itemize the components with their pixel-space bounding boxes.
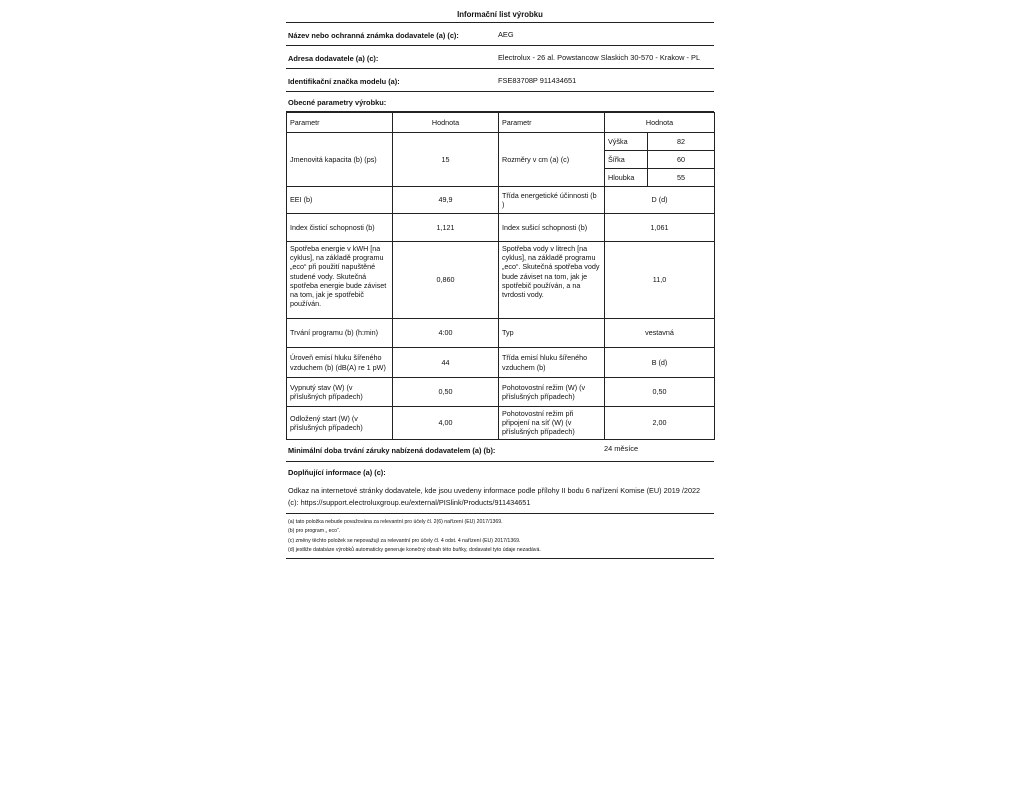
dimensions-table bbox=[605, 133, 714, 186]
warranty-row bbox=[286, 440, 714, 462]
energy-class-label: Třída energetické účinnosti (b ) bbox=[499, 187, 605, 214]
general-parameters-heading-row bbox=[286, 92, 714, 112]
footnote-d: (d) jestliže databáze výrobků automaticky generuje konečný obsah této buňky, dodavatel tyto údaje nezadává. bbox=[288, 547, 541, 554]
noise-class-value: B (d) bbox=[605, 348, 715, 378]
product-information-sheet bbox=[286, 8, 714, 559]
table-row bbox=[287, 214, 715, 242]
supplier-address-value: Electrolux - 26 al. Powstancow Slaskich 30-570 - Krakow - PL bbox=[498, 53, 701, 62]
model-id-row bbox=[286, 69, 714, 92]
delay-start-label: Odložený start (W) (v příslušných případech) bbox=[287, 407, 393, 440]
height-value: 82 bbox=[648, 133, 715, 151]
dimensions-label: Rozměry v cm (a) (c) bbox=[499, 133, 605, 187]
type-value: vestavná bbox=[605, 319, 715, 348]
off-mode-value: 0,50 bbox=[393, 378, 499, 407]
additional-info-section bbox=[286, 462, 714, 514]
water-consumption-label: Spotřeba vody v litrech [na cyklus], na základě programu „eco“. Skutečná spotřeba vody bude záviset na tom, jak je spotřebič používán, a na tvrdosti vody. bbox=[499, 242, 605, 319]
width-value: 60 bbox=[648, 151, 715, 169]
col-header-param: Parametr bbox=[499, 113, 605, 133]
noise-class-label: Třída emisí hluku šířeného vzduchem (b) bbox=[499, 348, 605, 378]
table-row bbox=[287, 407, 715, 440]
general-parameters-heading: Obecné parametry výrobku: bbox=[288, 98, 387, 107]
table-row bbox=[287, 319, 715, 348]
type-label: Typ bbox=[499, 319, 605, 348]
energy-class-value: D (d) bbox=[605, 187, 715, 214]
sheet-title: Informační list výrobku bbox=[286, 8, 714, 23]
model-id-value: FSE83708P 911434651 bbox=[498, 76, 577, 85]
supplier-address-label: Adresa dodavatele (a) (c): bbox=[288, 54, 379, 63]
supplier-name-value: AEG bbox=[498, 30, 514, 39]
footnotes bbox=[286, 514, 714, 559]
table-row bbox=[287, 242, 715, 319]
drying-index-value: 1,061 bbox=[605, 214, 715, 242]
depth-label: Hloubka bbox=[605, 169, 648, 187]
capacity-value: 15 bbox=[393, 133, 499, 187]
noise-level-label: Úroveň emisí hluku šířeného vzduchem (b) (dB(A) re 1 pW) bbox=[287, 348, 393, 378]
noise-level-value: 44 bbox=[393, 348, 499, 378]
cleaning-index-label: Index čisticí schopnosti (b) bbox=[287, 214, 393, 242]
table-header-row bbox=[287, 113, 715, 133]
networked-standby-label: Pohotovostní režim při připojení na síť (W) (v příslušných případech) bbox=[499, 407, 605, 440]
table-row bbox=[287, 187, 715, 214]
energy-consumption-value: 0,860 bbox=[393, 242, 499, 319]
col-header-param: Parametr bbox=[287, 113, 393, 133]
table-row bbox=[287, 133, 715, 187]
eei-value: 49,9 bbox=[393, 187, 499, 214]
supplier-name-label: Název nebo ochranná známka dodavatele (a) (c): bbox=[288, 31, 459, 40]
col-header-value: Hodnota bbox=[393, 113, 499, 133]
warranty-value: 24 měsíce bbox=[604, 443, 639, 453]
networked-standby-value: 2,00 bbox=[605, 407, 715, 440]
table-row bbox=[287, 378, 715, 407]
height-label: Výška bbox=[605, 133, 648, 151]
program-duration-label: Trvání programu (b) (h:min) bbox=[287, 319, 393, 348]
program-duration-value: 4:00 bbox=[393, 319, 499, 348]
depth-value: 55 bbox=[677, 172, 685, 182]
off-mode-label: Vypnutý stav (W) (v příslušných případech) bbox=[287, 378, 393, 407]
water-consumption-value: 11,0 bbox=[605, 242, 715, 319]
additional-info-label: Doplňující informace (a) (c): bbox=[288, 467, 386, 477]
col-header-value: Hodnota bbox=[605, 113, 715, 133]
standby-value: 0,50 bbox=[605, 378, 715, 407]
table-row bbox=[287, 348, 715, 378]
footnote-c: (c) změny těchto položek se nepovažují za relevantní pro účely čl. 4 odst. 4 nařízení (EU) 2017/1369. bbox=[288, 537, 521, 544]
supplier-name-row bbox=[286, 23, 714, 46]
supplier-address-row bbox=[286, 46, 714, 69]
parameters-table bbox=[286, 112, 715, 440]
additional-info-text: Odkaz na internetové stránky dodavatele, kde jsou uvedeny informace podle přílohy II bodu 6 nařízení Komise (EU) 2019 /2022 (c): https://support.electroluxgroup.eu/external/PISlink/Products/911434651 bbox=[288, 485, 701, 507]
drying-index-label: Index sušicí schopnosti (b) bbox=[499, 214, 605, 242]
dimensions-cell bbox=[605, 133, 715, 187]
standby-label: Pohotovostní režim (W) (v příslušných případech) bbox=[499, 378, 605, 407]
footnote-b: (b) pro program „ eco“. bbox=[288, 528, 341, 535]
model-id-label: Identifikační značka modelu (a): bbox=[288, 77, 400, 86]
footnote-a: (a) tato položka nebude považována za relevantní pro účely čl. 2(6) nařízení (EU) 2017/1369. bbox=[288, 518, 503, 525]
delay-start-value: 4,00 bbox=[393, 407, 499, 440]
energy-consumption-label: Spotřeba energie v kWH [na cyklus], na základě programu „eco“ při použití napuštěné studené vody. Skutečná spotřeba energie bude záviset na tom, jak je spotřebič používán. bbox=[287, 242, 393, 319]
width-label: Šířka bbox=[605, 151, 648, 169]
eei-label: EEI (b) bbox=[287, 187, 393, 214]
warranty-label: Minimální doba trvání záruky nabízená dodavatelem (a) (b): bbox=[288, 445, 496, 455]
cleaning-index-value: 1,121 bbox=[393, 214, 499, 242]
capacity-label: Jmenovitá kapacita (b) (ps) bbox=[287, 133, 393, 187]
